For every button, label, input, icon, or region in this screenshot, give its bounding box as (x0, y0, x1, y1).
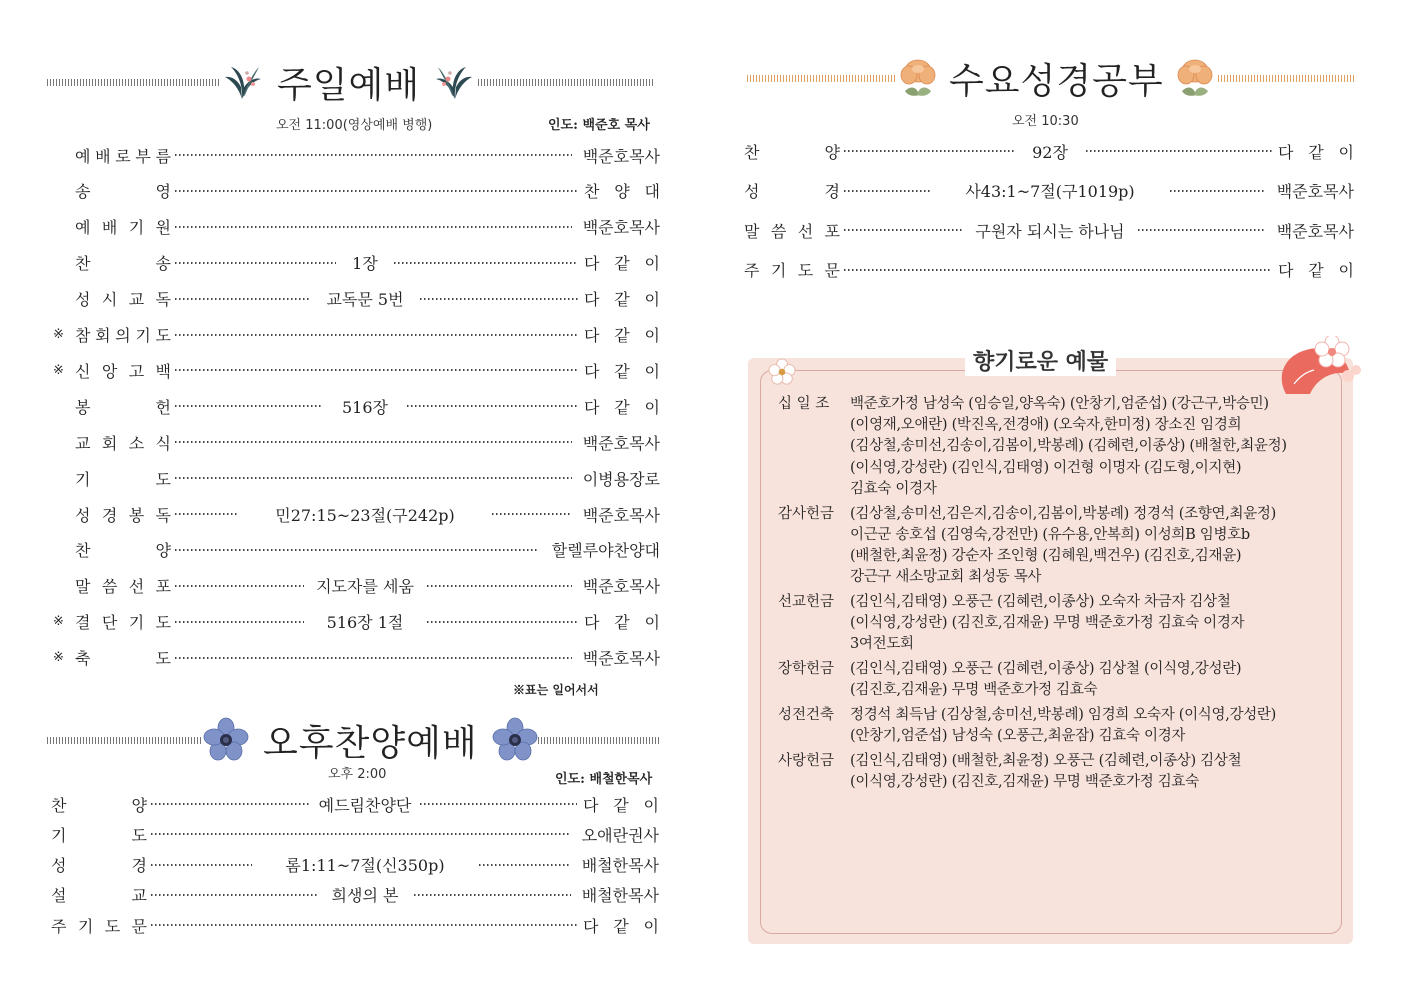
item-label: 신 앙 고 백 (75, 361, 171, 381)
standing-mark: ※ (53, 327, 64, 342)
leader-dots (175, 513, 239, 515)
standing-mark: ※ (53, 650, 64, 666)
item-label: 설 교 (51, 886, 147, 906)
blue-anemone-icon (203, 717, 249, 763)
sunday-row (75, 142, 660, 168)
header-rule (47, 79, 219, 86)
sunday-row (75, 214, 660, 240)
sunday-row (53, 645, 660, 671)
offering-names: (이식영,강성란) (김진호,김재윤) 무명 백준호가정 김효숙 (850, 773, 1199, 790)
leader-dots (175, 298, 310, 300)
wednesday-time: 오전 10:30 (1012, 114, 1079, 129)
leader-dots (844, 269, 1272, 271)
sunday-row (53, 609, 660, 635)
sunday-title: 주일예배 (277, 64, 421, 106)
item-label: 축 도 (75, 649, 171, 669)
item-person: 다 같 이 (1278, 261, 1354, 280)
sunday-row (75, 393, 660, 419)
item-person: 오애란권사 (581, 825, 659, 845)
item-detail: 92장 (1032, 142, 1068, 162)
item-person: 찬 양 대 (584, 182, 660, 202)
leader-dots (175, 226, 572, 228)
offering-category: 성전건축 (778, 706, 835, 723)
item-label: 찬 양 (75, 541, 171, 561)
header-rule (1218, 75, 1355, 82)
pink-flower-icon (1266, 336, 1366, 396)
item-person: 백준호목사 (582, 577, 660, 597)
offering-names: (배철한,최윤정) 강순자 조인형 (김혜원,백건우) (김진호,김재윤) (850, 547, 1242, 564)
sunday-row (53, 322, 660, 348)
leader-dots (151, 833, 571, 835)
item-person: 다 같 이 (584, 613, 660, 633)
wednesday-row (744, 138, 1354, 164)
leader-dots (175, 334, 578, 336)
afternoon-row (51, 912, 659, 938)
peach-rose-icon (1172, 55, 1218, 101)
wednesday-row (744, 178, 1354, 204)
small-flower-icon (768, 358, 796, 386)
item-person: 다 같 이 (583, 795, 659, 815)
sunday-row (75, 250, 660, 276)
sunday-row (75, 465, 660, 491)
leader-dots (175, 369, 578, 371)
standing-note: ※표는 일어서서 (513, 683, 599, 697)
offering-names: 3여전도회 (850, 636, 914, 653)
sunday-leader: 인도: 백준호 목사 (548, 118, 650, 133)
sunday-row (75, 573, 660, 599)
offering-names: 김효숙 이경자 (850, 480, 937, 497)
leader-dots (175, 262, 336, 264)
item-person: 다 같 이 (1278, 142, 1354, 162)
afternoon-row (51, 852, 659, 878)
item-person: 다 같 이 (584, 397, 660, 417)
item-person: 배철한목사 (581, 856, 659, 876)
leader-dots (175, 190, 578, 192)
item-person: 백준호목사 (1276, 221, 1354, 241)
leader-dots (414, 894, 571, 896)
wednesday-header (747, 52, 1355, 104)
offering-names: (이식영,강성란) (김인식,김태영) 이건형 이명자 (김도형,이지현) (850, 459, 1242, 476)
sunday-row (53, 357, 660, 383)
leader-dots (394, 262, 578, 264)
wednesday-title: 수요성경공부 (949, 60, 1164, 102)
item-person: 백준호목사 (582, 433, 660, 453)
offering-names: (안창기,엄준섭) 남성숙 (오풍근,최윤잠) 김효숙 이경자 (850, 728, 1186, 744)
item-person: 이병용장로 (582, 469, 660, 489)
offering-names: 백준호가정 남성숙 (임승일,양옥숙) (안창기,엄준섭) (강근구,박승민) (850, 396, 1269, 412)
item-label: 참 회 의 기 도 (75, 326, 171, 345)
item-label: 성 시 교 독 (75, 290, 171, 310)
standing-mark: ※ (53, 614, 64, 630)
item-label: 기 도 (75, 469, 171, 489)
item-label: 예 배 로 부 름 (75, 146, 171, 166)
offering-names: (김진호,김재윤) 무명 백준호가정 김효숙 (850, 682, 1098, 699)
sunday-row (75, 501, 660, 527)
wednesday-row (744, 257, 1354, 283)
offering-category: 감사헌금 (778, 505, 835, 522)
item-label: 주 기 도 문 (744, 261, 840, 280)
header-rule (538, 737, 659, 744)
afternoon-leader: 인도: 배철한목사 (555, 772, 653, 787)
item-detail: 민27:15~23절(구242p) (275, 505, 455, 525)
leader-dots (151, 864, 252, 866)
sunday-row (75, 286, 660, 312)
leader-dots (175, 477, 572, 479)
sunday-time: 오전 11:00(영상예배 병행) (276, 118, 433, 133)
item-label: 예 배 기 원 (75, 218, 171, 238)
offering-category: 장학헌금 (778, 660, 835, 677)
item-detail: 구원자 되시는 하나님 (975, 221, 1125, 241)
item-label: 교 회 소 식 (75, 433, 171, 453)
leader-dots (175, 549, 539, 551)
item-person: 다 같 이 (584, 361, 660, 381)
leader-dots (844, 229, 963, 231)
item-label: 결 단 기 도 (75, 613, 171, 633)
leader-dots (175, 621, 304, 623)
leader-dots (175, 441, 572, 443)
leader-dots (479, 864, 571, 866)
leaf-sprig-icon (219, 59, 265, 105)
item-label: 성 경 봉 독 (75, 505, 171, 525)
item-person: 다 같 이 (584, 290, 660, 310)
afternoon-header (47, 716, 659, 764)
item-person: 백준호목사 (582, 505, 660, 525)
leader-dots (175, 657, 572, 659)
leader-dots (175, 154, 572, 156)
item-label: 성 경 (51, 856, 147, 876)
offering-title: 향기로운 예물 (965, 345, 1116, 376)
leader-dots (151, 924, 577, 926)
item-detail: 롬1:11~7절(신350p) (285, 856, 445, 876)
header-rule (747, 75, 895, 82)
offering-names: 이근군 송호섭 (김영숙,강전만) (유수용,안복희) 이성희B 임병호b (850, 526, 1250, 543)
sunday-row (75, 178, 660, 204)
offering-names: (김상철,송미선,김송이,김봄이,박봉례) (김혜련,이종상) (배철한,최윤정) (850, 438, 1287, 455)
item-person: 다 같 이 (584, 254, 660, 274)
peach-rose-icon (895, 55, 941, 101)
leader-dots (407, 405, 578, 407)
offering-names: (이영재,오애란) (박진옥,전경애) (오숙자,한미정) 장소진 임경희 (850, 417, 1242, 434)
leader-dots (427, 585, 572, 587)
offering-names: (김상철,송미선,김은지,김송이,김봄이,박봉례) 정경석 (조향연,최윤정) (850, 505, 1276, 522)
leader-dots (175, 585, 304, 587)
item-label: 찬 송 (75, 254, 171, 274)
leader-dots (844, 190, 930, 192)
leader-dots (151, 894, 317, 896)
leader-dots (420, 803, 577, 805)
standing-mark: ※ (53, 362, 64, 378)
sunday-row (75, 537, 660, 563)
item-detail: 예드림찬양단 (318, 795, 412, 815)
item-label: 말 씀 선 포 (744, 221, 840, 241)
offering-names: 정경석 최득남 (김상철,송미선,박봉례) 임경희 오숙자 (이식영,강성란) (850, 706, 1276, 723)
leader-dots (427, 621, 579, 623)
item-label: 송 영 (75, 182, 171, 202)
item-label: 성 경 (744, 182, 840, 201)
offering-category: 사랑헌금 (778, 752, 835, 769)
item-label: 봉 헌 (75, 397, 171, 417)
leader-dots (844, 150, 1015, 152)
item-detail: 516장 1절 (326, 613, 404, 633)
item-detail: 희생의 본 (331, 886, 399, 906)
item-person: 배철한목사 (581, 886, 659, 906)
item-person: 백준호목사 (1276, 182, 1354, 201)
item-person: 백준호목사 (582, 649, 660, 669)
item-person: 백준호목사 (582, 218, 660, 238)
offering-names: (이식영,강성란) (김진호,김재윤) 무명 백준호가정 김효숙 이경자 (850, 615, 1245, 631)
header-rule (47, 737, 203, 744)
sunday-row (75, 429, 660, 455)
item-detail: 516장 (342, 397, 388, 417)
sunday-header (47, 56, 655, 108)
offering-category: 선교헌금 (778, 593, 835, 610)
item-person: 다 같 이 (584, 326, 660, 345)
afternoon-row (51, 882, 659, 908)
leader-dots (1170, 190, 1266, 192)
leader-dots (151, 803, 310, 805)
item-label: 찬 양 (744, 142, 840, 162)
leader-dots (1138, 229, 1266, 231)
item-person: 할렐루야찬양대 (551, 541, 660, 561)
afternoon-row (51, 791, 659, 817)
item-detail: 사43:1~7절(구1019p) (965, 182, 1135, 201)
item-detail: 1장 (352, 254, 378, 274)
item-label: 주 기 도 문 (51, 916, 147, 936)
offering-category: 십 일 조 (778, 396, 830, 412)
item-label: 찬 양 (51, 795, 147, 815)
offering-names: (김인식,김태영) 오풍근 (김혜련,이종상) 김상철 (이식영,강성란) (850, 660, 1242, 677)
leader-dots (420, 298, 578, 300)
item-label: 말 씀 선 포 (75, 577, 171, 597)
wednesday-row (744, 217, 1354, 243)
item-label: 기 도 (51, 825, 147, 845)
offering-names: 강근구 새소망교회 최성동 목사 (850, 569, 1042, 586)
item-detail: 지도자를 세움 (316, 577, 414, 597)
leaf-sprig-icon (432, 59, 478, 105)
leader-dots (175, 405, 323, 407)
item-person: 백준호목사 (582, 146, 660, 166)
header-rule (478, 79, 655, 86)
blue-anemone-icon (492, 717, 538, 763)
offering-names: (김인식,김태영) 오풍근 (김혜련,이종상) 오숙자 차금자 김상철 (850, 593, 1231, 610)
leader-dots (1086, 150, 1273, 152)
item-detail: 교독문 5번 (326, 290, 404, 310)
item-person: 다 같 이 (583, 916, 659, 936)
afternoon-time: 오후 2:00 (328, 767, 387, 782)
afternoon-title: 오후찬양예배 (263, 722, 478, 764)
afternoon-row (51, 821, 659, 847)
leader-dots (492, 513, 572, 515)
offering-names: (김인식,김태영) (배철한,최윤정) 오풍근 (김혜련,이종상) 김상철 (850, 752, 1242, 769)
